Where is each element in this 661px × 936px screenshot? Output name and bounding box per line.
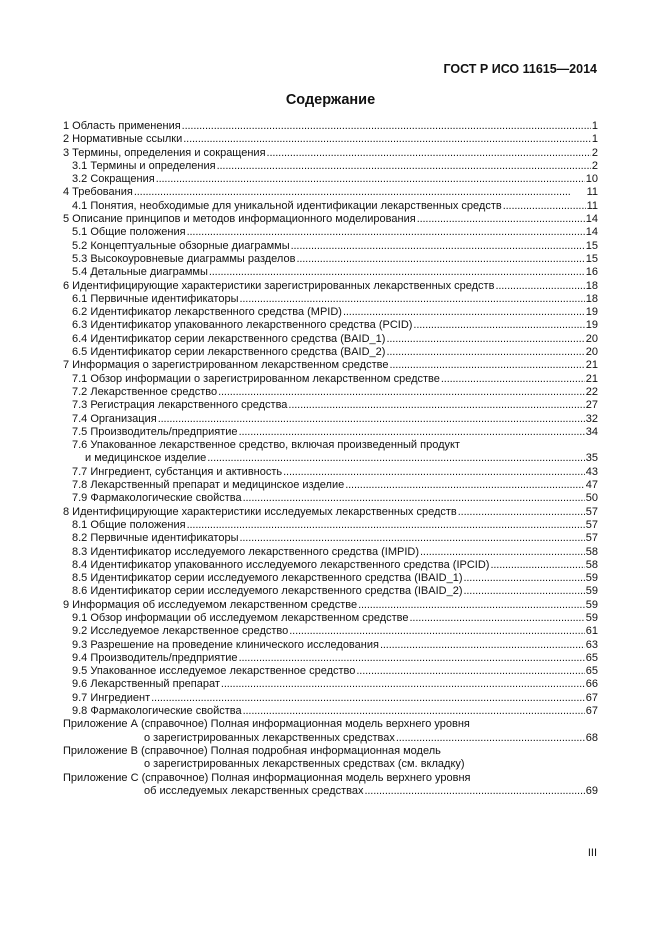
toc-entry-first-line[interactable]: Приложение С (справочное) Полная информационная модель верхнего уровня [63,771,471,784]
page-title: Содержание [285,92,376,108]
toc-entry[interactable]: 5 Описание принципов и методов информационного моделирования . . . 14 [63,213,598,226]
toc-entry[interactable]: 5.1 Общие положения . . . 14 [63,226,598,239]
document-code: ГОСТ Р ИСО 11615—2014 [443,62,597,76]
toc-entry[interactable]: 9.3 Разрешение на проведение клинического исследования . . . 63 [63,639,598,652]
toc-entry[interactable]: 6.2 Идентификатор лекарственного средства (MPID) . . . 19 [63,306,598,319]
table-of-contents [63,120,598,798]
toc-entry[interactable]: 8.6 Идентификатор серии исследуемого лекарственного средства (IBAID_2) . . . 59 [63,585,598,598]
toc-entry[interactable]: 7.2 Лекарственное средство . . . 22 [63,386,598,399]
toc-entry[interactable]: 8 Идентифицирующие характеристики исследуемых лекарственных средств . . . 57 [63,506,598,519]
toc-entry[interactable]: 6 Идентифицирующие характеристики зарегистрированных лекарственных средств . . . 18 [63,280,598,293]
toc-entry[interactable]: 3.1 Термины и определения . . . 2 [63,160,598,173]
toc-entry[interactable]: 9.6 Лекарственный препарат . . . 66 [63,678,598,691]
toc-entry[interactable]: 7.7 Ингредиент, субстанция и активность . . . 43 [63,466,598,479]
toc-entry[interactable]: 9.4 Производитель/предприятие . . . 65 [63,652,598,665]
toc-entry[interactable]: 4.1 Понятия, необходимые для уникальной идентификации лекарственных средств . . . 11 [63,200,598,213]
toc-entry[interactable]: 6.3 Идентификатор упакованного лекарственного средства (PCID) . . . 19 [63,319,598,332]
toc-entry-continuation[interactable]: и медицинское изделие . . . 35 [63,452,598,465]
toc-entry[interactable]: 6.5 Идентификатор серии лекарственного средства (BAID_2) . . . 20 [63,346,598,359]
toc-entry[interactable]: 6.1 Первичные идентификаторы . . . 18 [63,293,598,306]
toc-entry[interactable]: 9 Информация об исследуемом лекарственном средстве . . . 59 [63,599,598,612]
toc-entry-first-line[interactable]: 7.6 Упакованное лекарственное средство, включая произведенный продукт [72,439,460,452]
toc-entry[interactable]: 8.3 Идентификатор исследуемого лекарственного средства (IMPID) . . . 58 [63,546,598,559]
toc-entry-continuation[interactable]: о зарегистрированных лекарственных средствах (см. вкладку) [144,758,465,771]
page-number: III [587,847,597,859]
toc-entry-continuation[interactable]: об исследуемых лекарственных средствах . . . 69 [63,785,598,798]
toc-entry[interactable]: 9.1 Обзор информации об исследуемом лекарственном средстве . . . 59 [63,612,598,625]
toc-entry-first-line[interactable]: Приложение В (справочное) Полная подробная информационная модель [63,744,441,757]
toc-entry[interactable]: 5.2 Концептуальные обзорные диаграммы . . . 15 [63,240,598,253]
toc-entry[interactable]: 4 Требования . . . 11 [63,186,598,199]
toc-entry[interactable]: 5.3 Высокоуровневые диаграммы разделов . . . 15 [63,253,598,266]
toc-entry[interactable]: 5.4 Детальные диаграммы . . . 16 [63,266,598,279]
toc-entry[interactable]: 9.2 Исследуемое лекарственное средство . . . 61 [63,625,598,638]
toc-entry[interactable]: 7 Информация о зарегистрированном лекарственном средстве . . . 21 [63,359,598,372]
toc-entry[interactable]: 8.5 Идентификатор серии исследуемого лекарственного средства (IBAID_1) . . . 59 [63,572,598,585]
toc-entry[interactable]: 8.1 Общие положения . . . 57 [63,519,598,532]
toc-entry[interactable]: 8.4 Идентификатор упакованного исследуемого лекарственного средства (IPCID) . . . 58 [63,559,598,572]
toc-entry[interactable]: 7.3 Регистрация лекарственного средства . . . 27 [63,399,598,412]
toc-entry[interactable]: 7.5 Производитель/предприятие . . . 34 [63,426,598,439]
toc-entry[interactable]: 7.1 Обзор информации о зарегистрированном лекарственном средстве . . . 21 [63,373,598,386]
toc-entry[interactable]: 3 Термины, определения и сокращения . . . 2 [63,147,598,160]
toc-entry[interactable]: 7.4 Организация . . . 32 [63,413,598,426]
toc-entry[interactable]: 2 Нормативные ссылки . . . 1 [63,133,598,146]
toc-entry-first-line[interactable]: Приложение А (справочное) Полная информационная модель верхнего уровня [63,718,470,731]
toc-entry[interactable]: 9.8 Фармакологические свойства . . . 67 [63,705,598,718]
toc-entry[interactable]: 7.8 Лекарственный препарат и медицинское изделие . . . 47 [63,479,598,492]
toc-entry[interactable]: 1 Область применения . . . 1 [63,120,598,133]
toc-entry[interactable]: 7.9 Фармакологические свойства . . . 50 [63,492,598,505]
toc-entry[interactable]: 3.2 Сокращения . . . 10 [63,173,598,186]
toc-entry[interactable]: 8.2 Первичные идентификаторы . . . 57 [63,532,598,545]
toc-entry[interactable]: 6.4 Идентификатор серии лекарственного средства (BAID_1) . . . 20 [63,333,598,346]
toc-entry[interactable]: 9.5 Упакованное исследуемое лекарственное средство . . . 65 [63,665,598,678]
toc-entry[interactable]: 9.7 Ингредиент . . . 67 [63,692,598,705]
toc-entry-continuation[interactable]: о зарегистрированных лекарственных средствах . . . 68 [63,732,598,745]
